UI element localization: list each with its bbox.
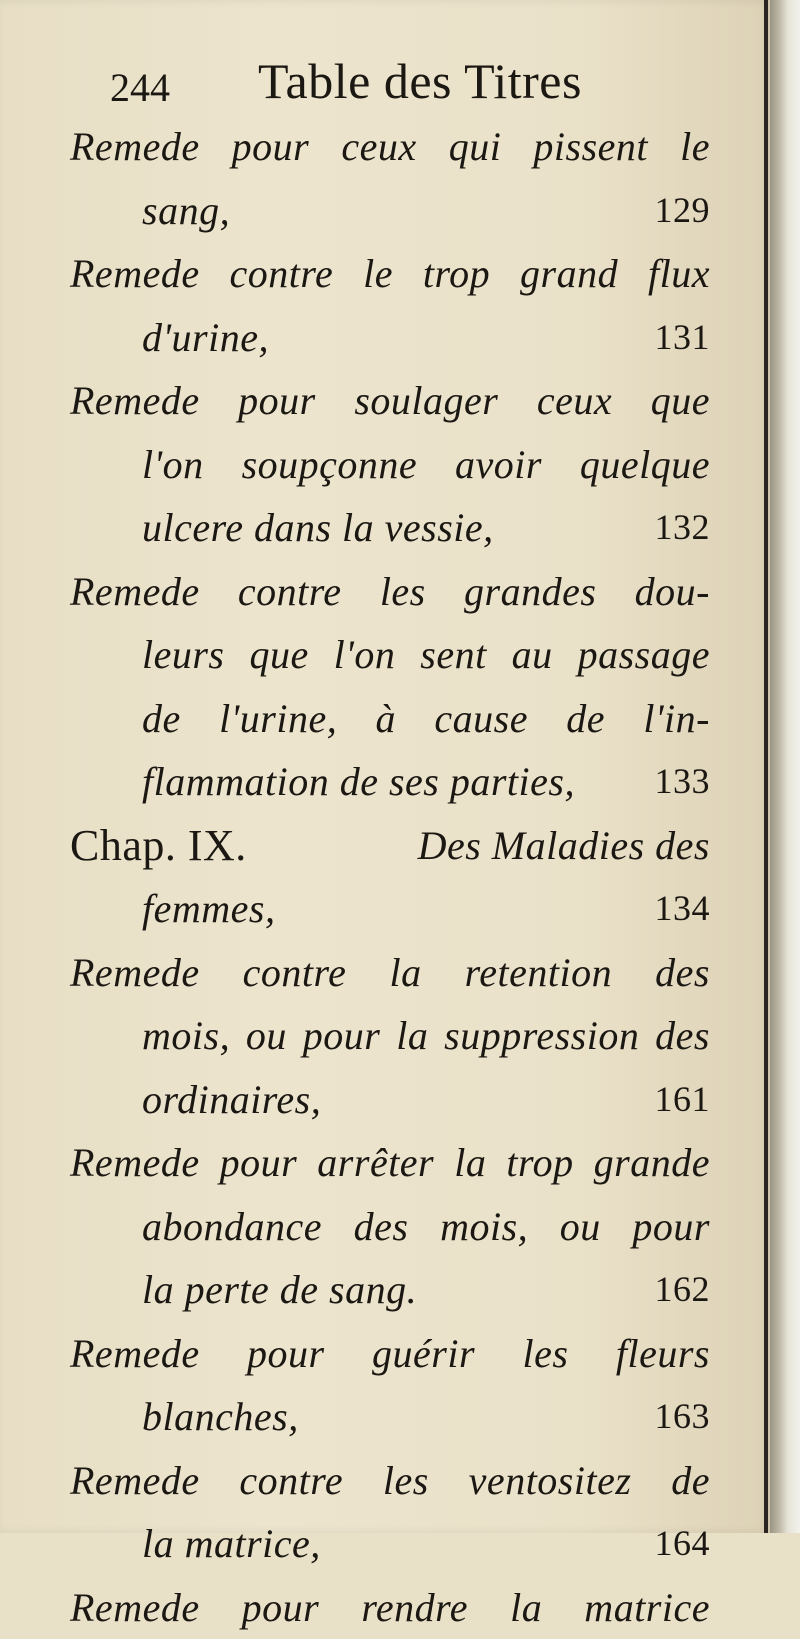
entry-line: Remede contre le trop grand flux <box>70 242 710 306</box>
entry-page-number: 129 <box>655 179 711 243</box>
entry-line: Remede pour guérir les fleurs <box>70 1322 710 1386</box>
entry-line: Remede contre les ventositez de <box>70 1449 710 1513</box>
entry-text: la matrice, <box>142 1521 321 1566</box>
entry-text: d'urine, <box>142 315 269 360</box>
chapter-heading <box>70 814 710 878</box>
entry-page-number: 164 <box>655 1512 711 1576</box>
entry-line <box>70 496 710 560</box>
entry-line <box>70 1068 710 1132</box>
entry-text: flammation de ses parties, <box>142 759 575 804</box>
book-gutter <box>770 0 800 1533</box>
entry-text: ulcere dans la vessie, <box>142 505 494 550</box>
chapter-title: Des Maladies des <box>418 814 710 878</box>
entry-page-number: 133 <box>655 750 711 814</box>
entry-line <box>70 1512 710 1576</box>
entry-line: mois, ou pour la suppression des <box>70 1004 710 1068</box>
entry-text: blanches, <box>142 1394 299 1439</box>
entry-text: sang, <box>142 188 230 233</box>
entry-line: abondance des mois, ou pour <box>70 1195 710 1259</box>
entry-line <box>70 750 710 814</box>
running-title: Table des Titres <box>258 52 582 110</box>
entry-page-number: 161 <box>655 1068 711 1132</box>
entry-line <box>70 179 710 243</box>
entry-text: femmes, <box>142 886 275 931</box>
table-of-titles <box>70 115 710 1639</box>
page-number: 244 <box>110 64 170 111</box>
entry-line <box>70 1385 710 1449</box>
entry-line: Remede pour arrêter la trop grande <box>70 1131 710 1195</box>
entry-line <box>70 306 710 370</box>
entry-page-number: 163 <box>655 1385 711 1449</box>
entry-line <box>70 877 710 941</box>
entry-line: Remede contre les grandes dou- <box>70 560 710 624</box>
entry-text: la perte de sang. <box>142 1267 417 1312</box>
entry-line <box>70 1258 710 1322</box>
entry-text: ordinaires, <box>142 1077 321 1122</box>
page-edge-shadow <box>764 0 768 1533</box>
entry-page-number: 131 <box>655 306 711 370</box>
entry-page-number: 162 <box>655 1258 711 1322</box>
entry-line: Remede contre la retention des <box>70 941 710 1005</box>
entry-page-number: 134 <box>655 877 711 941</box>
entry-line: Remede pour ceux qui pissent le <box>70 115 710 179</box>
entry-line: leurs que l'on sent au passage <box>70 623 710 687</box>
page-header <box>110 52 670 112</box>
entry-line: Remede pour rendre la matrice <box>70 1576 710 1639</box>
entry-page-number: 132 <box>655 496 711 560</box>
entry-line: Remede pour soulager ceux que <box>70 369 710 433</box>
chapter-number: Chap. IX. <box>70 814 247 878</box>
entry-line: de l'urine, à cause de l'in- <box>70 687 710 751</box>
entry-line: l'on soupçonne avoir quelque <box>70 433 710 497</box>
